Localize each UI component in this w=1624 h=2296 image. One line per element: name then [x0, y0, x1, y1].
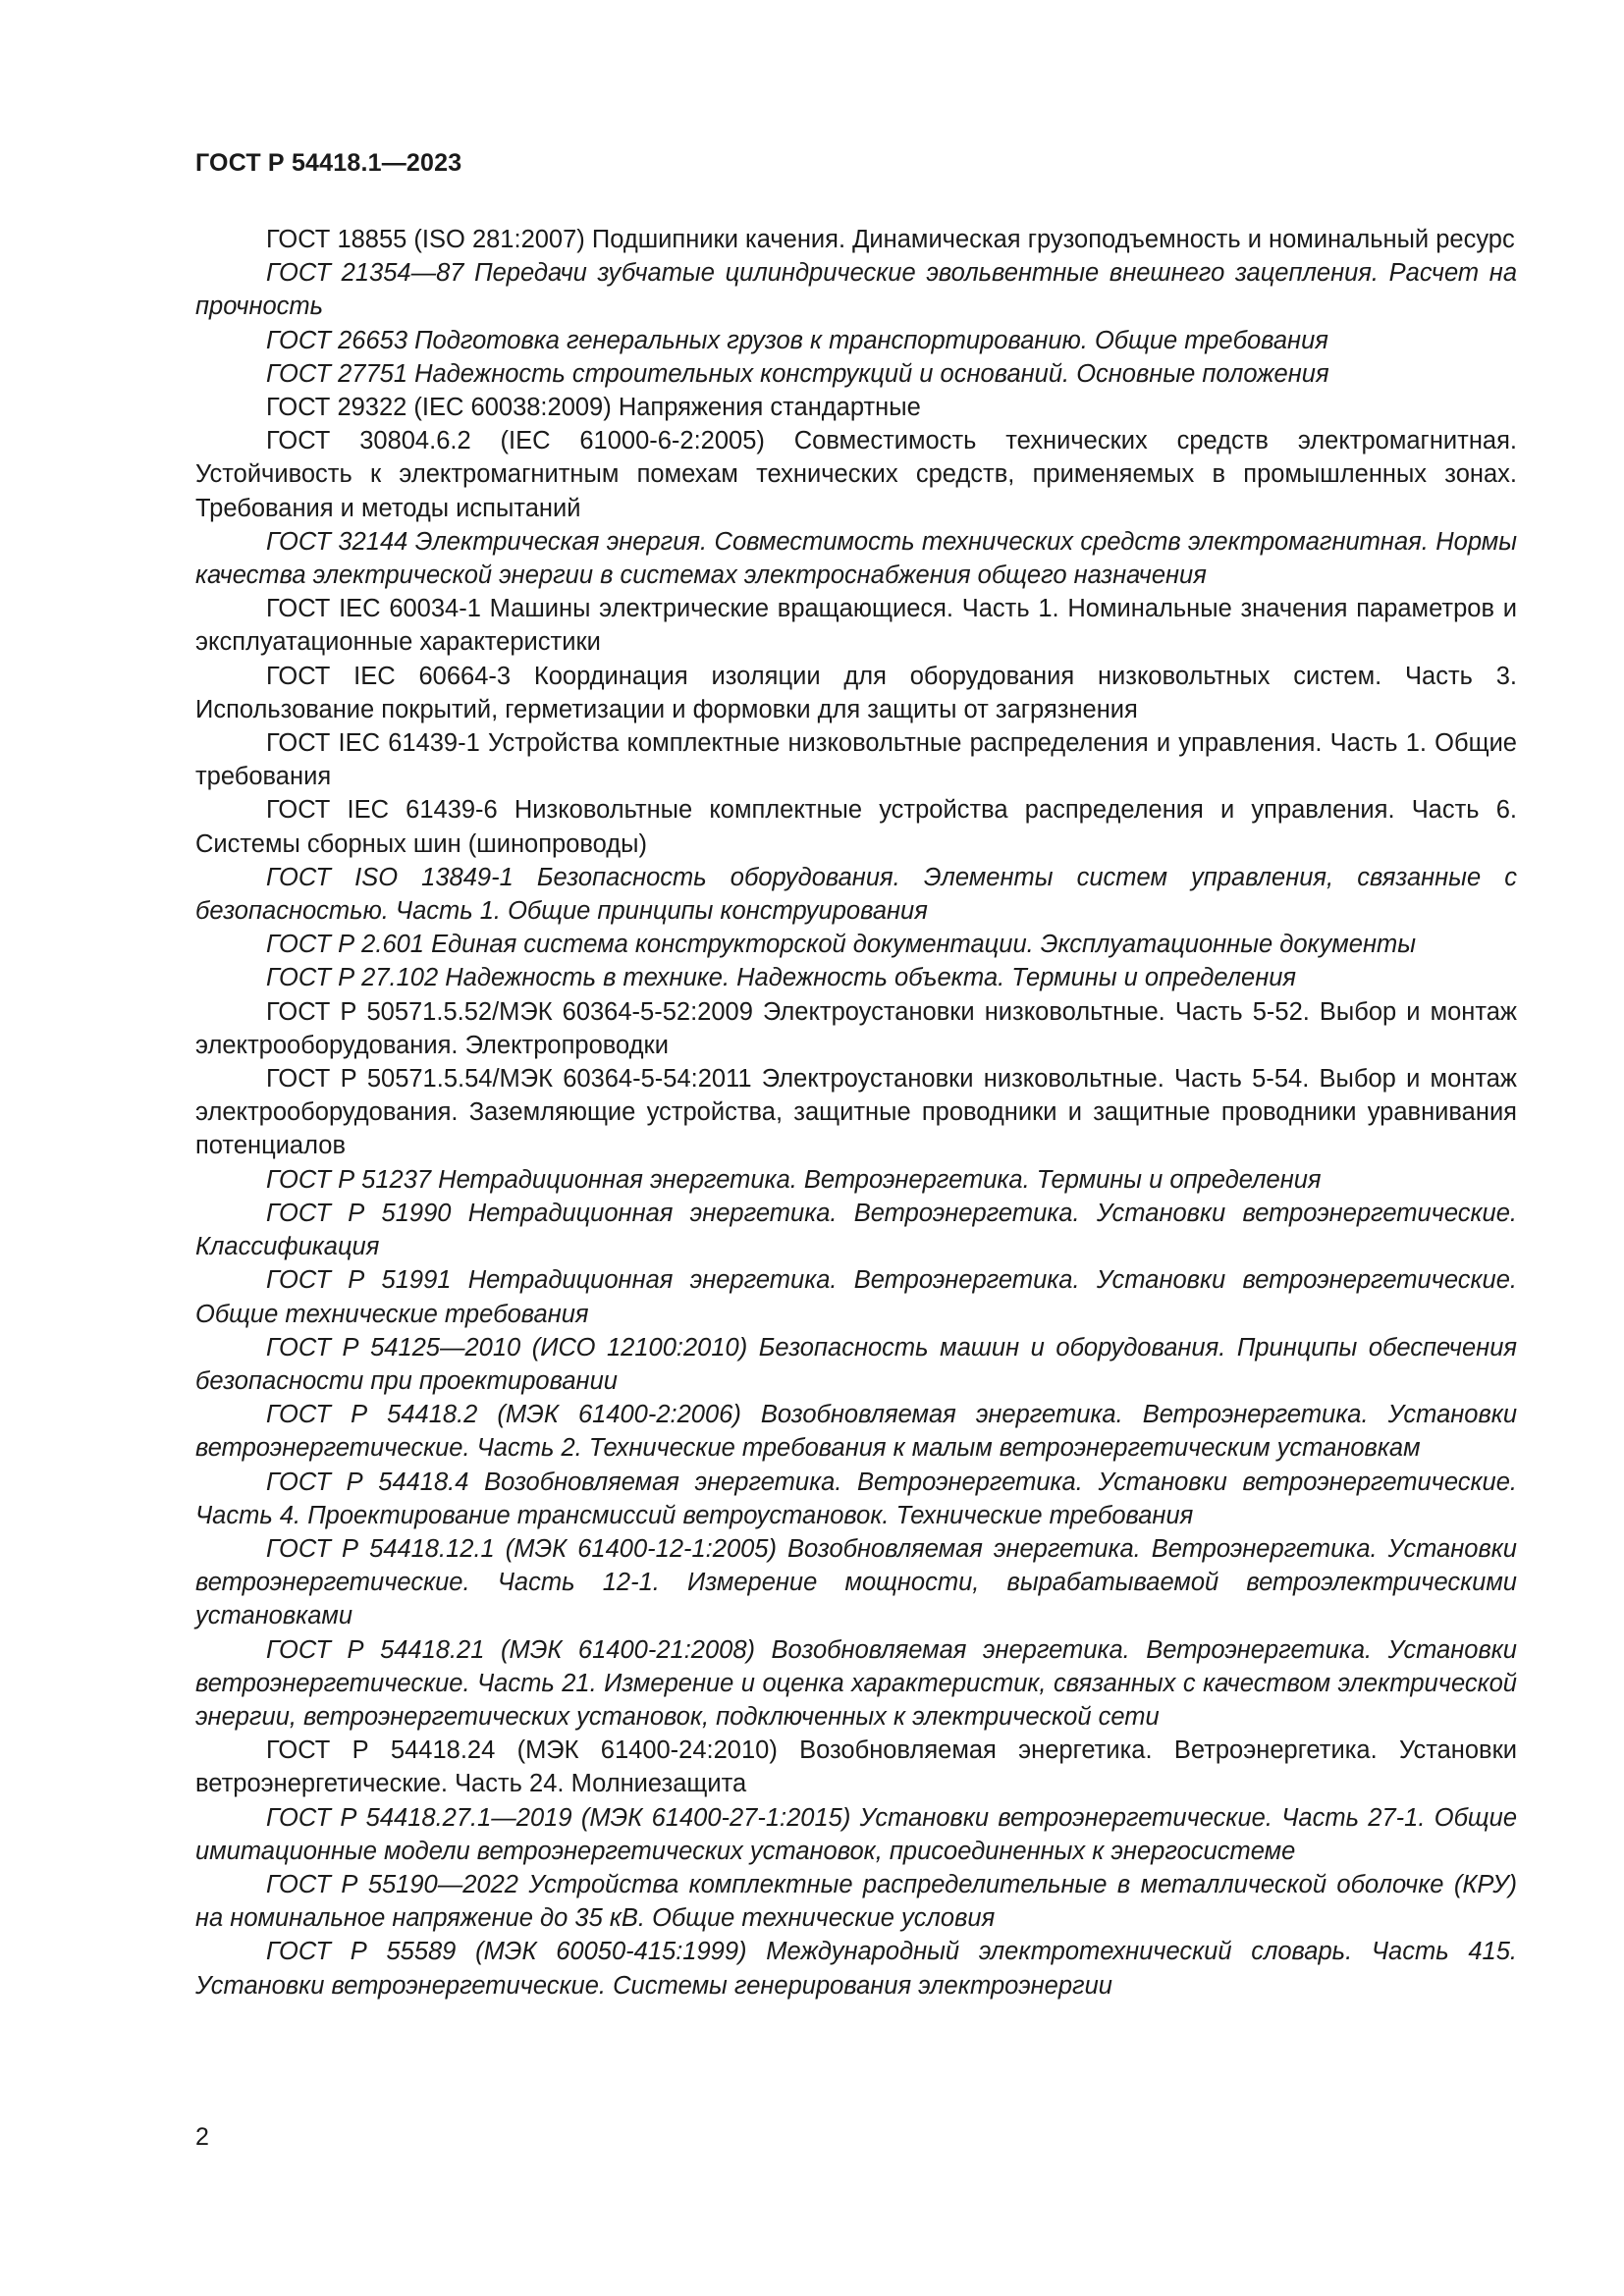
- reference-entry: ГОСТ Р 54418.12.1 (МЭК 61400-12-1:2005) Возобновляемая энергетика. Ветроэнергетика. Установки ветроэнергетические. Часть 12-1. Измерение мощности, вырабатываемой ветроэлектрическими установками: [195, 1534, 1517, 1630]
- reference-entry: ГОСТ Р 54418.4 Возобновляемая энергетика. Ветроэнергетика. Установки ветроэнергетические. Часть 4. Проектирование трансмиссий ветроустановок. Технические требования: [195, 1468, 1517, 1529]
- reference-entry: ГОСТ IEC 60034-1 Машины электрические вращающиеся. Часть 1. Номинальные значения параметров и эксплуатационные характеристики: [195, 595, 1517, 657]
- reference-entry: ГОСТ Р 55589 (МЭК 60050-415:1999) Международный электротехнический словарь. Часть 415. Установки ветроэнергетические. Системы генерирования электроэнергии: [195, 1938, 1517, 2000]
- reference-entry: ГОСТ Р 27.102 Надежность в технике. Надежность объекта. Термины и определения: [266, 964, 1297, 992]
- reference-entry: ГОСТ IEC 60664-3 Координация изоляции для оборудования низковольтных систем. Часть 3. Использование покрытий, герметизации и формовки для защиты от загрязнения: [195, 662, 1517, 723]
- reference-entry: ГОСТ Р 54418.21 (МЭК 61400-21:2008) Возобновляемая энергетика. Ветроэнергетика. Установки ветроэнергетические. Часть 21. Измерение и оценка характеристик, связанных с качеством электрической энергии, ветроэнергетических установок, подключенных к электрической сети: [195, 1635, 1517, 1731]
- reference-entry: ГОСТ Р 51237 Нетрадиционная энергетика. Ветроэнергетика. Термины и определения: [266, 1165, 1322, 1194]
- reference-entry: ГОСТ 29322 (IEC 60038:2009) Напряжения стандартные: [266, 394, 921, 422]
- reference-entry: ГОСТ Р 50571.5.52/МЭК 60364-5-52:2009 Электроустановки низковольтные. Часть 5-52. Выбор и монтаж электрооборудования. Электропроводки: [195, 997, 1517, 1059]
- reference-entry: ГОСТ Р 54418.27.1—2019 (МЭК 61400-27-1:2015) Установки ветроэнергетические. Часть 27-1. Общие имитационные модели ветроэнергетических установок, присоединенных к энергосистеме: [195, 1803, 1517, 1865]
- reference-entry: ГОСТ Р 50571.5.54/МЭК 60364-5-54:2011 Электроустановки низковольтные. Часть 5-54. Выбор и монтаж электрооборудования. Заземляющие устройства, защитные проводники и защитные проводники уравнивания потенциалов: [195, 1065, 1517, 1160]
- reference-entry: ГОСТ Р 51990 Нетрадиционная энергетика. Ветроэнергетика. Установки ветроэнергетические. Классификация: [195, 1199, 1517, 1261]
- page-number: 2: [195, 2123, 209, 2151]
- reference-entry: ГОСТ Р 54418.2 (МЭК 61400-2:2006) Возобновляемая энергетика. Ветроэнергетика. Установки ветроэнергетические. Часть 2. Технические требования к малым ветроэнергетическим установкам: [195, 1401, 1517, 1463]
- reference-entry: ГОСТ IEC 61439-1 Устройства комплектные низковольтные распределения и управления. Часть 1. Общие требования: [195, 729, 1517, 791]
- reference-entry: ГОСТ ISO 13849-1 Безопасность оборудования. Элементы систем управления, связанные с безопасностью. Часть 1. Общие принципы конструирования: [195, 863, 1517, 926]
- reference-entry: ГОСТ Р 51991 Нетрадиционная энергетика. Ветроэнергетика. Установки ветроэнергетические. Общие технические требования: [195, 1266, 1517, 1328]
- reference-entry: ГОСТ Р 55190—2022 Устройства комплектные распределительные в металлической оболочке (КРУ) на номинальное напряжение до 35 кВ. Общие технические условия: [195, 1870, 1517, 1933]
- reference-entry: ГОСТ 18855 (ISO 281:2007) Подшипники качения. Динамическая грузоподъемность и номинальный ресурс: [266, 226, 1515, 253]
- reference-entry: ГОСТ 21354—87 Передачи зубчатые цилиндрические эвольвентные внешнего зацепления. Расчет на прочность: [195, 259, 1517, 321]
- reference-entry: ГОСТ 26653 Подготовка генеральных грузов к транспортированию. Общие требования: [266, 326, 1328, 354]
- reference-entry: ГОСТ Р 54125—2010 (ИСО 12100:2010) Безопасность машин и оборудования. Принципы обеспечения безопасности при проектировании: [195, 1333, 1517, 1395]
- reference-entry: ГОСТ IEC 61439-6 Низковольтные комплектные устройства распределения и управления. Часть 6. Системы сборных шин (шинопроводы): [195, 796, 1517, 858]
- reference-entry: ГОСТ 27751 Надежность строительных конструкций и оснований. Основные положения: [266, 359, 1329, 388]
- normative-references-list: [195, 223, 1517, 2002]
- document-header: ГОСТ Р 54418.1—2023: [195, 149, 462, 177]
- reference-entry: ГОСТ 30804.6.2 (IEC 61000-6-2:2005) Совместимость технических средств электромагнитная. Устойчивость к электромагнитным помехам технических средств, применяемых в промышленных зонах. Требования и методы испытаний: [195, 427, 1517, 522]
- reference-entry: ГОСТ 32144 Электрическая энергия. Совместимость технических средств электромагнитная. Нормы качества электрической энергии в системах электроснабжения общего назначения: [195, 527, 1517, 590]
- reference-entry: ГОСТ Р 54418.24 (МЭК 61400-24:2010) Возобновляемая энергетика. Ветроэнергетика. Установки ветроэнергетические. Часть 24. Молниезащита: [195, 1736, 1517, 1798]
- reference-entry: ГОСТ Р 2.601 Единая система конструкторской документации. Эксплуатационные документы: [266, 931, 1416, 959]
